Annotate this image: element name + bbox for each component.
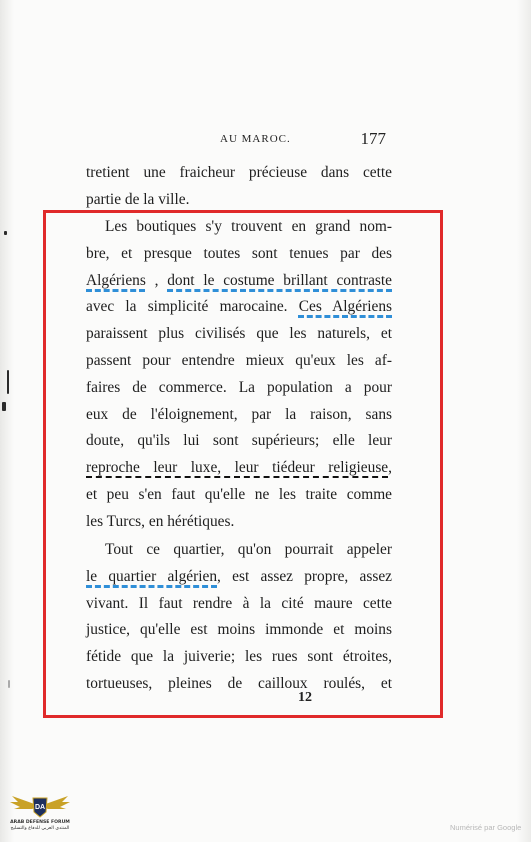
text-run: les Turcs, en hérétiques.: [86, 512, 235, 530]
text-line: [86, 214, 392, 241]
text-run: justice, qu'elle est moins immonde et moins: [86, 621, 392, 639]
page-number: 177: [360, 129, 386, 148]
text-line: [86, 591, 392, 618]
text-line: [86, 671, 392, 698]
text-run: tortueuses, pleines de cailloux roulés, et: [86, 674, 392, 692]
logo-caption-en: ARAB DEFENSE FORUM: [10, 820, 70, 825]
text-line: [86, 402, 392, 429]
text-line: [86, 537, 392, 564]
header-title: AU MAROC.: [220, 133, 291, 145]
text-run: et peu s'en faut qu'elle ne les traite comme: [86, 485, 392, 503]
scan-speck: [4, 231, 7, 235]
text-run: avec la simplicité marocaine.: [86, 298, 299, 316]
svg-text:DA: DA: [34, 804, 46, 811]
running-header: [86, 129, 386, 153]
text-line: [86, 644, 392, 671]
text-run: doute, qu'ils lui sont supérieurs; elle leur: [86, 432, 392, 450]
highlighted-phrase: Ces Algériens: [298, 298, 393, 316]
text-line: [86, 482, 392, 509]
scan-speck: [8, 680, 10, 688]
text-line: [86, 268, 392, 295]
text-line: [86, 321, 392, 348]
page-right-shadow: [517, 0, 531, 842]
top-lines: [86, 160, 392, 214]
eagle-wings-icon: [6, 790, 74, 822]
text-run: fétide que la juiverie; les rues sont étroites,: [86, 648, 392, 666]
scan-speck: [7, 370, 9, 394]
text-line: [86, 241, 392, 268]
text-line: [86, 564, 392, 591]
paragraph-2: [86, 537, 392, 698]
text-run: vivant. Il faut rendre à la cité maure cette: [86, 594, 392, 612]
text-line: partie de la ville.: [86, 190, 190, 208]
forum-logo: [6, 790, 74, 840]
highlighted-phrase: le quartier algérien: [86, 567, 218, 585]
text-line: [86, 375, 392, 402]
text-run: Les boutiques s'y trouvent en grand nom-: [105, 218, 392, 235]
text-run: ,: [388, 459, 392, 477]
text-run: ,: [145, 271, 168, 289]
text-run: paraissent plus civilisés que les naturels, et: [86, 325, 392, 343]
scan-speck: [2, 402, 6, 411]
text-run: passent pour entendre mieux qu'eux les af-: [86, 351, 392, 369]
logo-caption-ar: المنتدى العربي للدفاع والتسليح: [10, 826, 70, 831]
text-line: [86, 509, 392, 536]
highlighted-phrase: Algériens: [86, 271, 146, 289]
text-line: [86, 455, 392, 482]
page-left-shadow: [0, 0, 14, 842]
highlighted-phrase: dont le costume brillant contraste: [167, 271, 393, 289]
text-line: [86, 294, 392, 321]
text-run: eux de l'éloignement, par la raison, sans: [86, 405, 392, 423]
text-run: , est assez propre, assez: [217, 567, 392, 585]
signature-mark: 12: [298, 690, 312, 705]
text-line: [86, 617, 392, 644]
text-line: [86, 428, 392, 455]
text-line: tretient une fraicheur précieuse dans cette: [86, 164, 392, 181]
paragraph-1: [86, 214, 392, 536]
logo-caption: [6, 820, 74, 832]
underlined-phrase: reproche leur luxe, leur tiédeur religieuse: [86, 459, 389, 477]
text-run: Tout ce quartier, qu'on pourrait appeler: [105, 541, 392, 558]
text-line: [86, 348, 392, 375]
text-run: bre, et presque toutes sont tenues par des: [86, 244, 392, 262]
digitized-watermark: Numérisé par Google: [450, 823, 522, 832]
text-run: faires de commerce. La population a pour: [86, 378, 392, 396]
